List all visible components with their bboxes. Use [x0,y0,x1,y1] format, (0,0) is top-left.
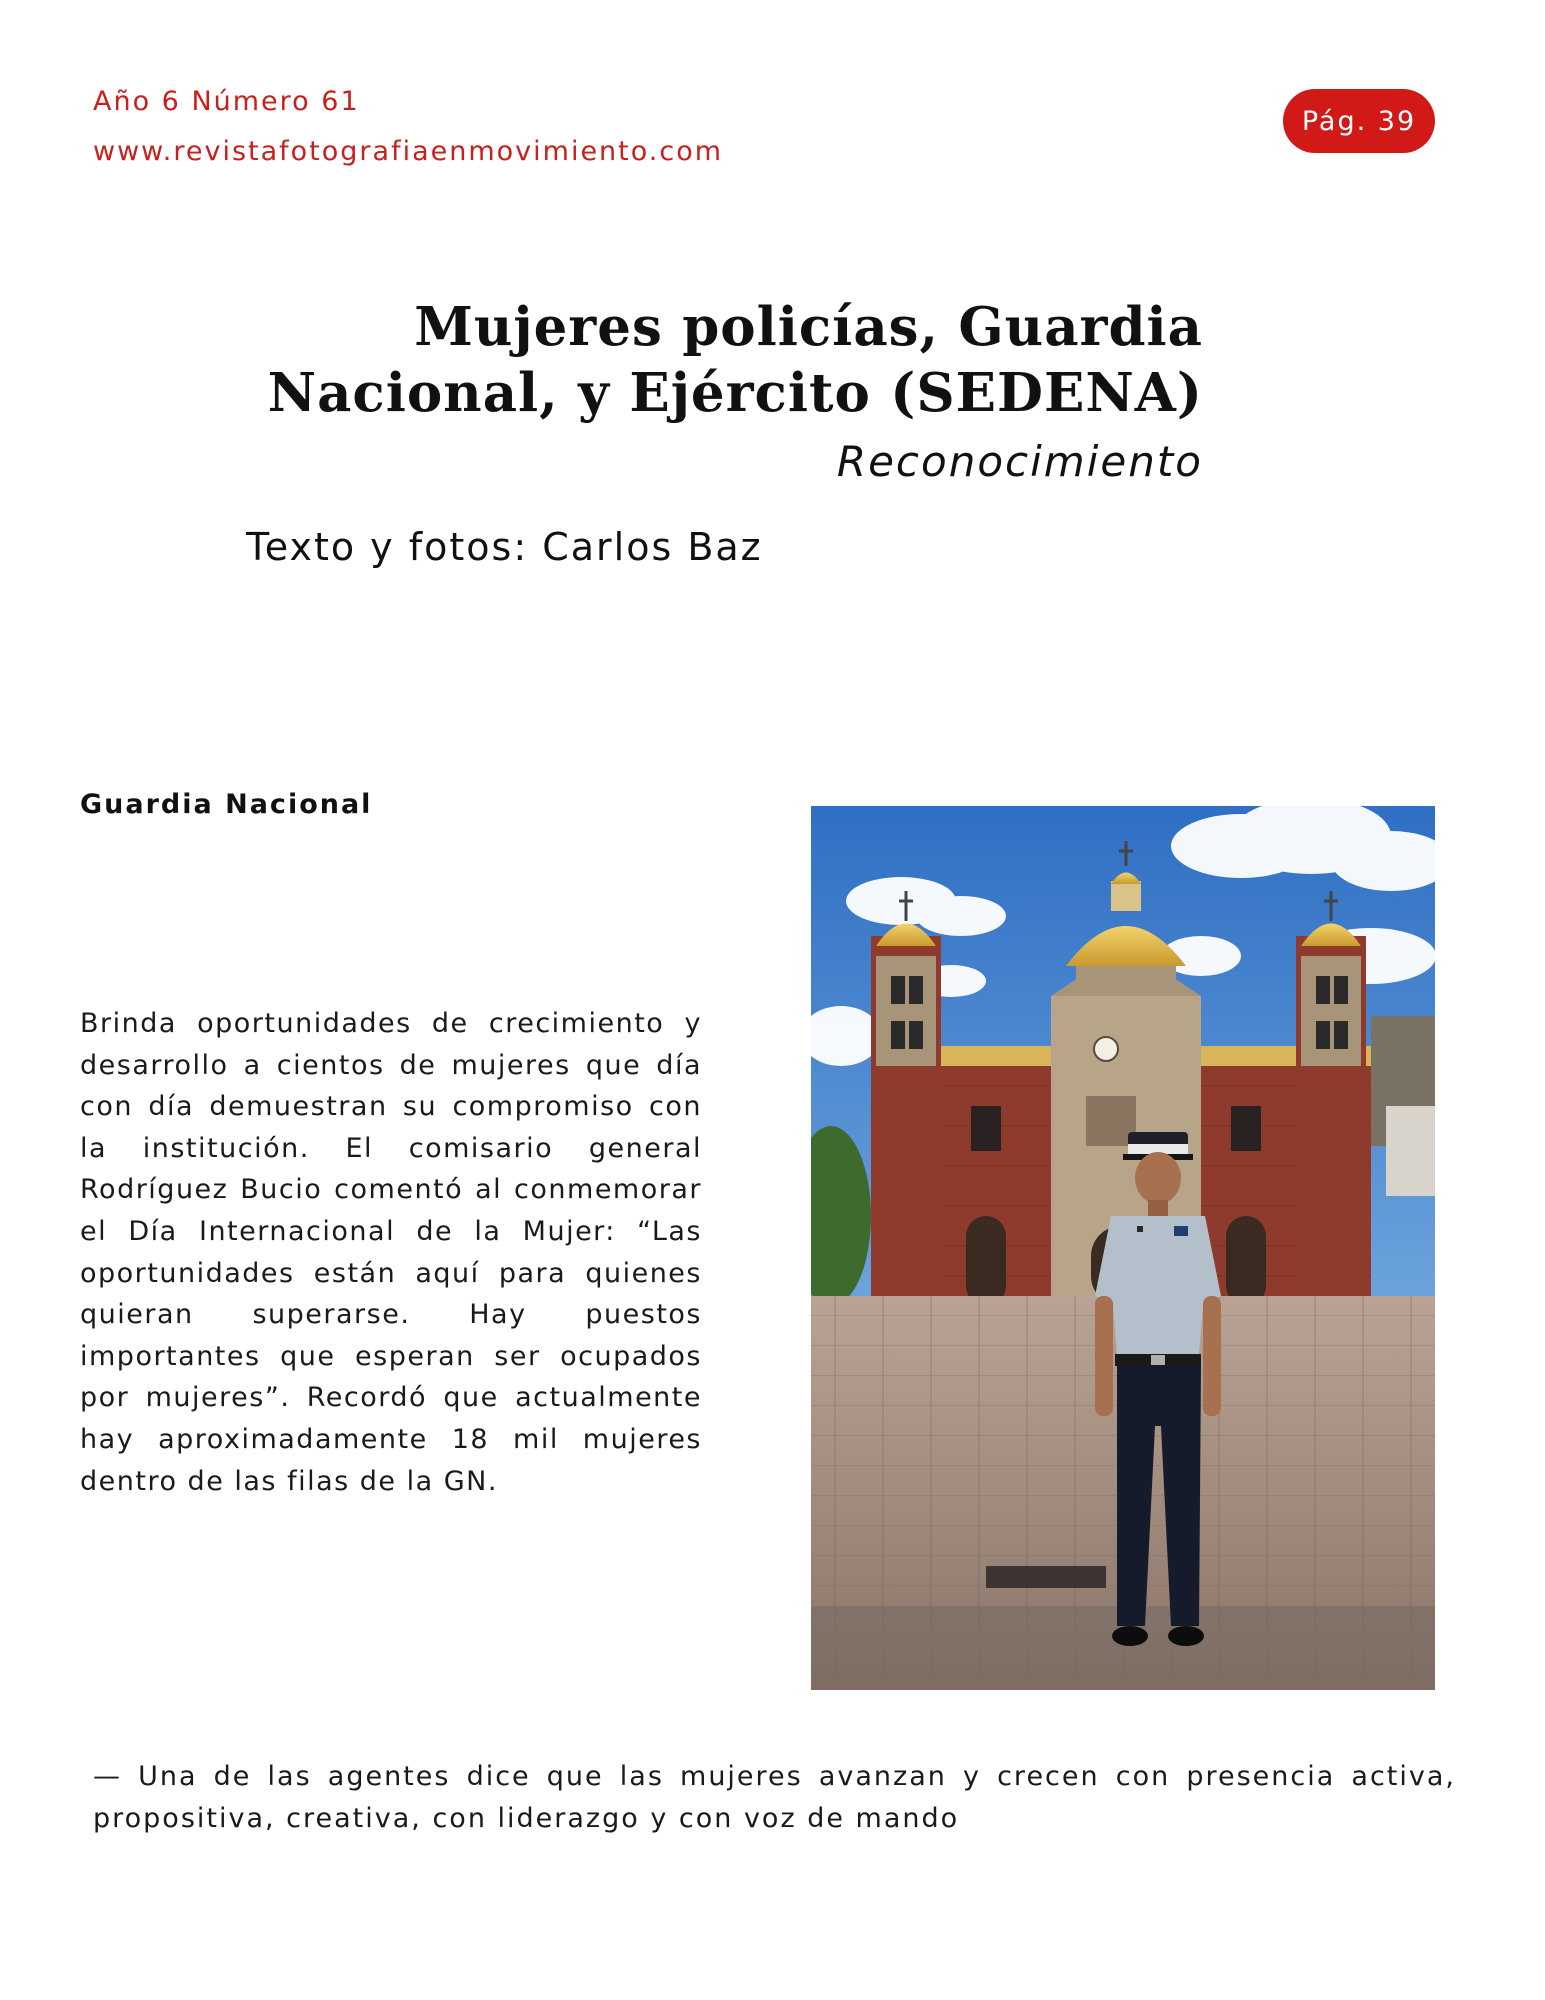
article-byline: Texto y fotos: Carlos Baz [246,525,763,569]
article-title [203,294,1203,426]
section-heading: Guardia Nacional [80,789,373,820]
closing-quote: — Una de las agentes dice que las mujeres avanzan y crecen con presencia activa, propositiva, creativa, con liderazgo y con voz de mando [93,1761,1456,1834]
page-number-badge: Pág. 39 [1283,89,1435,153]
article-title-line-2: Nacional, y Ejército (SEDENA) [267,361,1203,424]
article-body: Brinda oportunidades de crecimiento y desarrollo a cientos de mujeres que día con día demuestran su compromiso con la institución. El comisario general Rodríguez Bucio comentó al conmemorar el Día Internacional de la Mujer: “Las oportunidades están aquí para quienes quieran superarse. Hay puestos importantes que esperan ser ocupados por mujeres”. Recordó que actualmente hay aproximadamente 18 mil mujeres dentro de las filas de la GN. [80,1008,702,1497]
website-link[interactable]: www.revistafotografiaenmovimiento.com [93,136,724,167]
issue-info: Año 6 Número 61 [93,86,360,117]
article-title-line-1: Mujeres policías, Guardia [414,295,1203,358]
article-photo [811,806,1435,1690]
article-kicker: Reconocimiento [836,437,1203,486]
